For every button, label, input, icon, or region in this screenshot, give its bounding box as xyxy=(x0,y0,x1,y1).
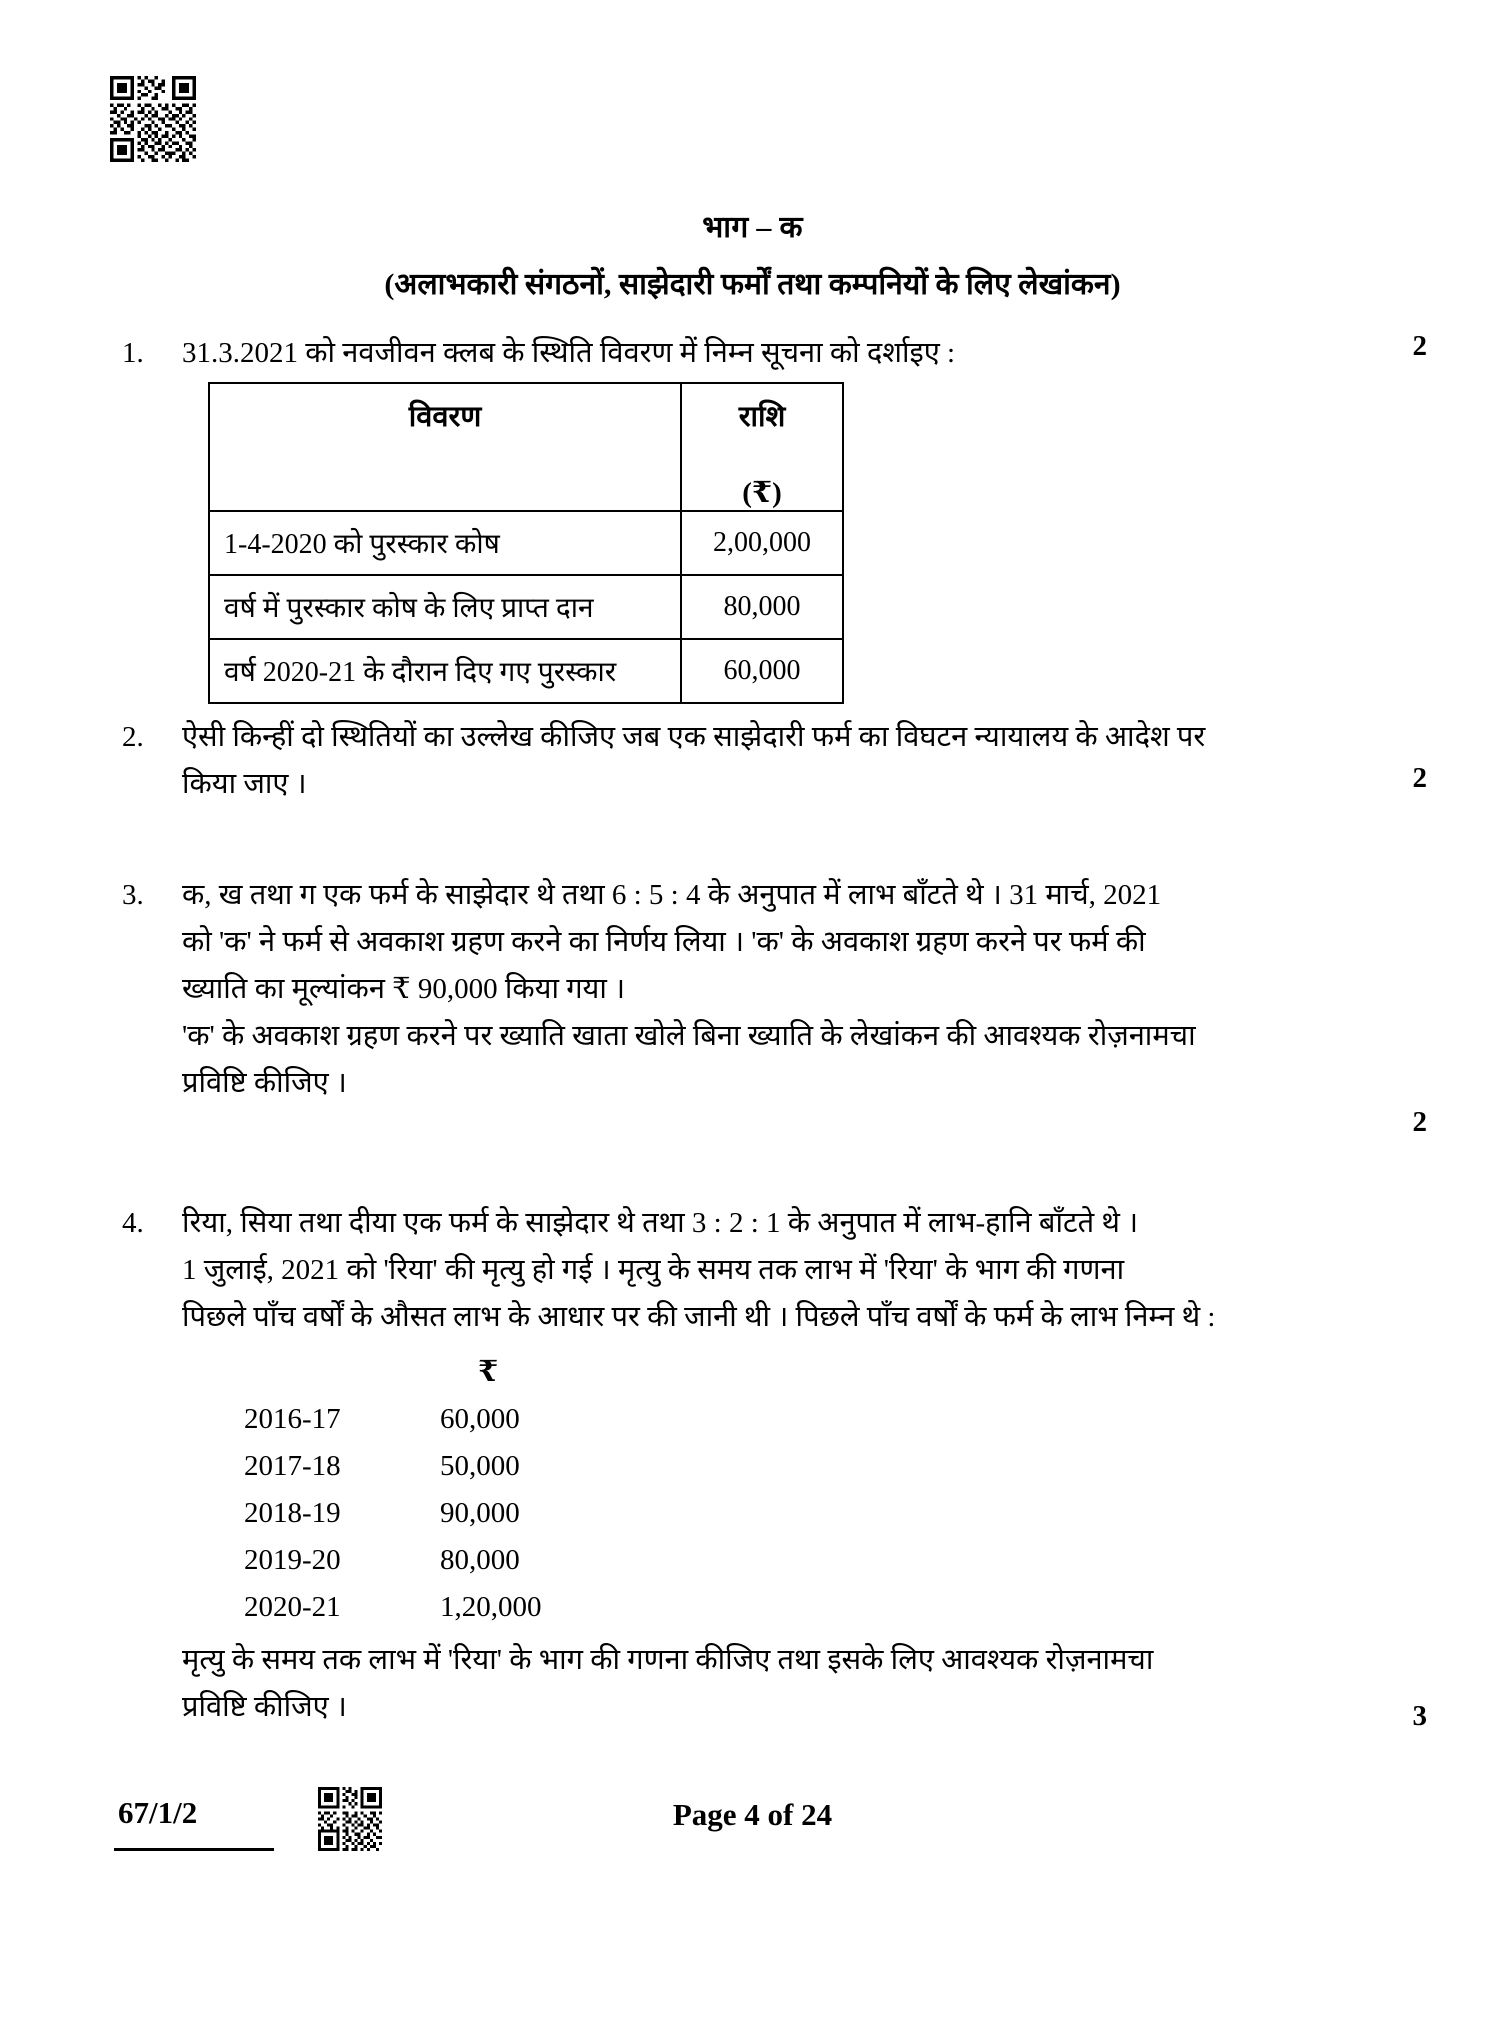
column-header-description: विवरण xyxy=(209,383,681,511)
row-amount: 2,00,000 xyxy=(681,511,843,575)
question-4-line-3: पिछले पाँच वर्षों के औसत लाभ के आधार पर की जानी थी । पिछले पाँच वर्षों के फर्म के लाभ निम्न थे : xyxy=(182,1300,1216,1333)
question-2-text xyxy=(182,714,1322,808)
row-amount: 60,000 xyxy=(681,639,843,703)
question-4-line-2: 1 जुलाई, 2021 को 'रिया' की मृत्यु हो गई । मृत्यु के समय तक लाभ में 'रिया' के भाग की गणना xyxy=(182,1253,1125,1286)
page-label: Page 4 of 24 xyxy=(672,1797,833,1832)
past-profits-header-year xyxy=(182,1349,432,1396)
past-profit-row xyxy=(182,1396,1350,1443)
question-2-line-1: ऐसी किन्हीं दो स्थितियों का उल्लेख कीजिए जब एक साझेदारी फर्म का विघटन न्यायालय के आदेश पर xyxy=(182,721,1206,753)
question-1-table-wrapper xyxy=(208,382,844,704)
past-profits-list xyxy=(182,1349,1350,1631)
question-3-line-4: 'क' के अवकाश ग्रहण करने पर ख्याति खाता खोले बिना ख्याति के लेखांकन की आवश्यक रोज़नामचा xyxy=(182,1019,1196,1052)
row-amount: 80,000 xyxy=(681,575,843,639)
question-4-line-1: रिया, सिया तथा दीया एक फर्म के साझेदार थे तथा 3 : 2 : 1 के अनुपात में लाभ-हानि बाँटते थे । xyxy=(182,1207,1139,1239)
question-4-text xyxy=(182,1200,1350,1731)
past-profit-row xyxy=(182,1537,1350,1584)
question-3-text xyxy=(182,872,1342,1107)
past-profits-header-row xyxy=(182,1349,1350,1396)
question-1 xyxy=(110,330,1350,377)
question-3-line-3: ख्याति का मूल्यांकन ₹ 90,000 किया गया । xyxy=(182,972,626,1005)
question-4 xyxy=(110,1200,1350,1731)
table-row xyxy=(209,575,843,639)
question-3-marks: 2 xyxy=(1412,1106,1427,1138)
past-profit-row xyxy=(182,1490,1350,1537)
row-description: वर्ष में पुरस्कार कोष के लिए प्राप्त दान xyxy=(209,575,681,639)
question-3-line-1: क, ख तथा ग एक फर्म के साझेदार थे तथा 6 : 5 : 4 के अनुपात में लाभ बाँटते थे । 31 मार्च, 2021 xyxy=(182,879,1162,911)
profit-amount: 50,000 xyxy=(440,1449,520,1482)
question-4-line-4: मृत्यु के समय तक लाभ में 'रिया' के भाग की गणना कीजिए तथा इसके लिए आवश्यक रोज़नामचा xyxy=(182,1643,1154,1676)
column-header-amount-label: राशि xyxy=(738,401,786,433)
table-header-row xyxy=(209,383,843,511)
row-description: वर्ष 2020-21 के दौरान दिए गए पुरस्कार xyxy=(209,639,681,703)
past-profit-row xyxy=(182,1584,1350,1631)
question-2 xyxy=(110,714,1350,808)
profit-amount: 60,000 xyxy=(440,1402,520,1435)
profit-year: 2016-17 xyxy=(244,1402,341,1435)
question-2-number: 2. xyxy=(122,721,144,753)
profit-year: 2017-18 xyxy=(244,1449,341,1482)
question-2-marks: 2 xyxy=(1412,762,1427,794)
profit-amount: 90,000 xyxy=(440,1496,520,1529)
table-row xyxy=(209,639,843,703)
table-row xyxy=(209,511,843,575)
row-description: 1-4-2020 को पुरस्कार कोष xyxy=(209,511,681,575)
question-1-text: 31.3.2021 को नवजीवन क्लब के स्थिति विवरण में निम्न सूचना को दर्शाइए : xyxy=(182,337,956,369)
part-subheading: (अलाभकारी संगठनों, साझेदारी फर्मों तथा कम्पनियों के लिए लेखांकन) xyxy=(384,268,1121,301)
question-4-number: 4. xyxy=(122,1207,144,1239)
profit-year: 2019-20 xyxy=(244,1543,341,1576)
question-4-line-5: प्रविष्टि कीजिए । xyxy=(182,1690,347,1723)
question-1-number: 1. xyxy=(122,337,144,369)
question-1-marks: 2 xyxy=(1412,330,1427,362)
part-heading: भाग – क xyxy=(702,211,803,244)
profit-year: 2018-19 xyxy=(244,1496,341,1529)
question-3-line-5: प्रविष्टि कीजिए । xyxy=(182,1066,347,1099)
question-3 xyxy=(110,872,1350,1107)
profit-amount: 1,20,000 xyxy=(440,1590,542,1623)
paper-code: 67/1/2 xyxy=(118,1795,198,1830)
question-3-number: 3. xyxy=(122,879,144,911)
profit-amount: 80,000 xyxy=(440,1543,520,1576)
prize-fund-table xyxy=(208,382,844,704)
question-2-line-2: किया जाए । xyxy=(182,767,307,800)
past-profit-row xyxy=(182,1443,1350,1490)
question-3-line-2: को 'क' ने फर्म से अवकाश ग्रहण करने का निर्णय लिया । 'क' के अवकाश ग्रहण करने पर फर्म की xyxy=(182,925,1146,958)
qr-code-top xyxy=(110,76,196,162)
profit-year: 2020-21 xyxy=(244,1590,341,1623)
question-4-marks: 3 xyxy=(1412,1700,1427,1732)
past-profits-currency-symbol: ₹ xyxy=(478,1355,499,1388)
column-header-amount xyxy=(681,383,843,511)
footer-divider xyxy=(114,1848,274,1851)
column-header-amount-unit: (₹) xyxy=(742,477,782,509)
